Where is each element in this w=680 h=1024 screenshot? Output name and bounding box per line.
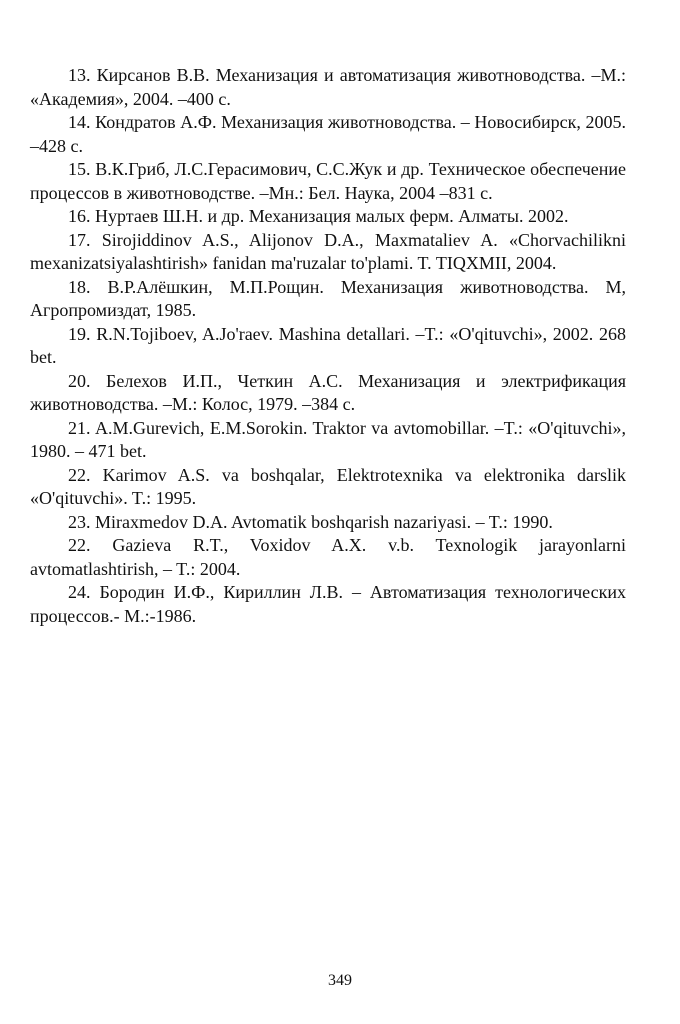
reference-item: 17. Sirojiddinov A.S., Alijonov D.A., Maxmataliev A. «Chorvachilikni mexanizatsiyalashtirish» fanidan ma'ruzalar to'plami. T. TIQXMII, 2004. [30, 229, 626, 273]
reference-item: 20. Белехов И.П., Четкин А.С. Механизация и электрификация животноводства. –М.: Колос, 1979. –384 с. [30, 370, 626, 414]
reference-item: 19. R.N.Tojiboev, A.Jo'raev. Mashina detallari. –T.: «O'qituvchi», 2002. 268 bet. [30, 323, 626, 367]
reference-item: 14. Кондратов А.Ф. Механизация животноводства. – Новосибирск, 2005. –428 с. [30, 112, 626, 156]
reference-item: 18. В.Р.Алёшкин, М.П.Рощин. Механизация животноводства. М, Агропромиздат, 1985. [30, 276, 626, 320]
page-number: 349 [328, 972, 352, 989]
reference-item: 21. A.M.Gurevich, E.M.Sorokin. Traktor va avtomobillar. –T.: «O'qituvchi», 1980. – 471 bet. [30, 417, 626, 461]
reference-list [30, 64, 626, 628]
reference-item: 23. Miraxmedov D.A. Avtomatik boshqarish nazariyasi. – T.: 1990. [68, 511, 553, 532]
reference-item: 13. Кирсанов В.В. Механизация и автоматизация животноводства. –М.: «Академия», 2004. –400 с. [30, 65, 626, 109]
reference-item: 22. Gazieva R.T., Voxidov A.X. v.b. Texnologik jarayonlarni avtomatlashtirish, – T.: 2004. [30, 535, 626, 579]
reference-item: 24. Бородин И.Ф., Кириллин Л.В. – Автоматизация технологических процессов.- М.:-1986. [30, 582, 626, 626]
reference-item: 15. В.К.Гриб, Л.С.Герасимович, С.С.Жук и др. Техническое обеспечение процессов в животноводстве. –Мн.: Бел. Наука, 2004 –831 с. [30, 159, 626, 203]
reference-item: 22. Karimov A.S. va boshqalar, Elektrotexnika va elektronika darslik «O'qituvchi». T.: 1995. [30, 464, 626, 508]
reference-item: 16. Нуртаев Ш.Н. и др. Механизация малых ферм. Алматы. 2002. [68, 206, 569, 226]
